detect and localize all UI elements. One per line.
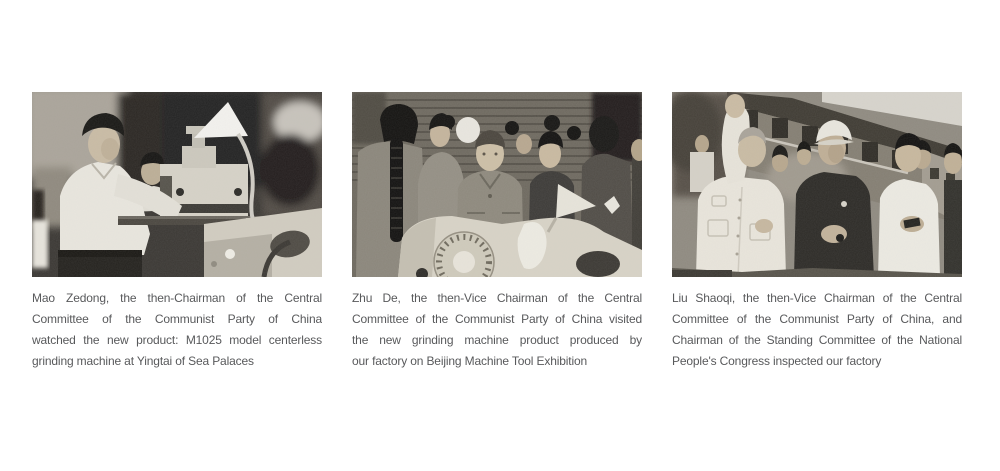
- caption-line: People's Congress inspected our factory: [672, 354, 882, 368]
- caption-line: grinding machine at Yingtai of Sea Palaces: [32, 354, 254, 368]
- photo-mao-zedong: [32, 92, 322, 277]
- photo-card-zhu-de: [352, 92, 642, 372]
- photo-caption-liu-shaoqi: [672, 288, 962, 372]
- caption-line: Chairman of the Standing Committee of the National: [672, 333, 962, 347]
- caption-line: the new grinding machine product produced by: [352, 333, 642, 347]
- caption-line: Committee of the Communist Party of China: [32, 312, 322, 326]
- photo-zhu-de-illustration: [352, 92, 642, 277]
- caption-line: Mao Zedong, the then-Chairman of the Central: [32, 291, 322, 305]
- photo-caption-zhu-de: [352, 288, 642, 372]
- photo-zhu-de: [352, 92, 642, 277]
- caption-line: Committee of the Communist Party of China, and: [672, 312, 962, 326]
- photo-mao-zedong-illustration: [32, 92, 322, 277]
- photo-card-liu-shaoqi: [672, 92, 962, 372]
- photo-caption-mao-zedong: [32, 288, 322, 372]
- caption-line: Liu Shaoqi, the then-Vice Chairman of the Central: [672, 291, 962, 305]
- photo-card-mao-zedong: [32, 92, 322, 372]
- photo-liu-shaoqi-illustration: [672, 92, 962, 277]
- caption-line: our factory on Beijing Machine Tool Exhibition: [352, 354, 588, 368]
- caption-line: Committee of the Communist Party of China visited: [352, 312, 642, 326]
- photo-liu-shaoqi: [672, 92, 962, 277]
- caption-line: watched the new product: M1025 model centerless: [32, 333, 322, 347]
- caption-line: Zhu De, the then-Vice Chairman of the Central: [352, 291, 642, 305]
